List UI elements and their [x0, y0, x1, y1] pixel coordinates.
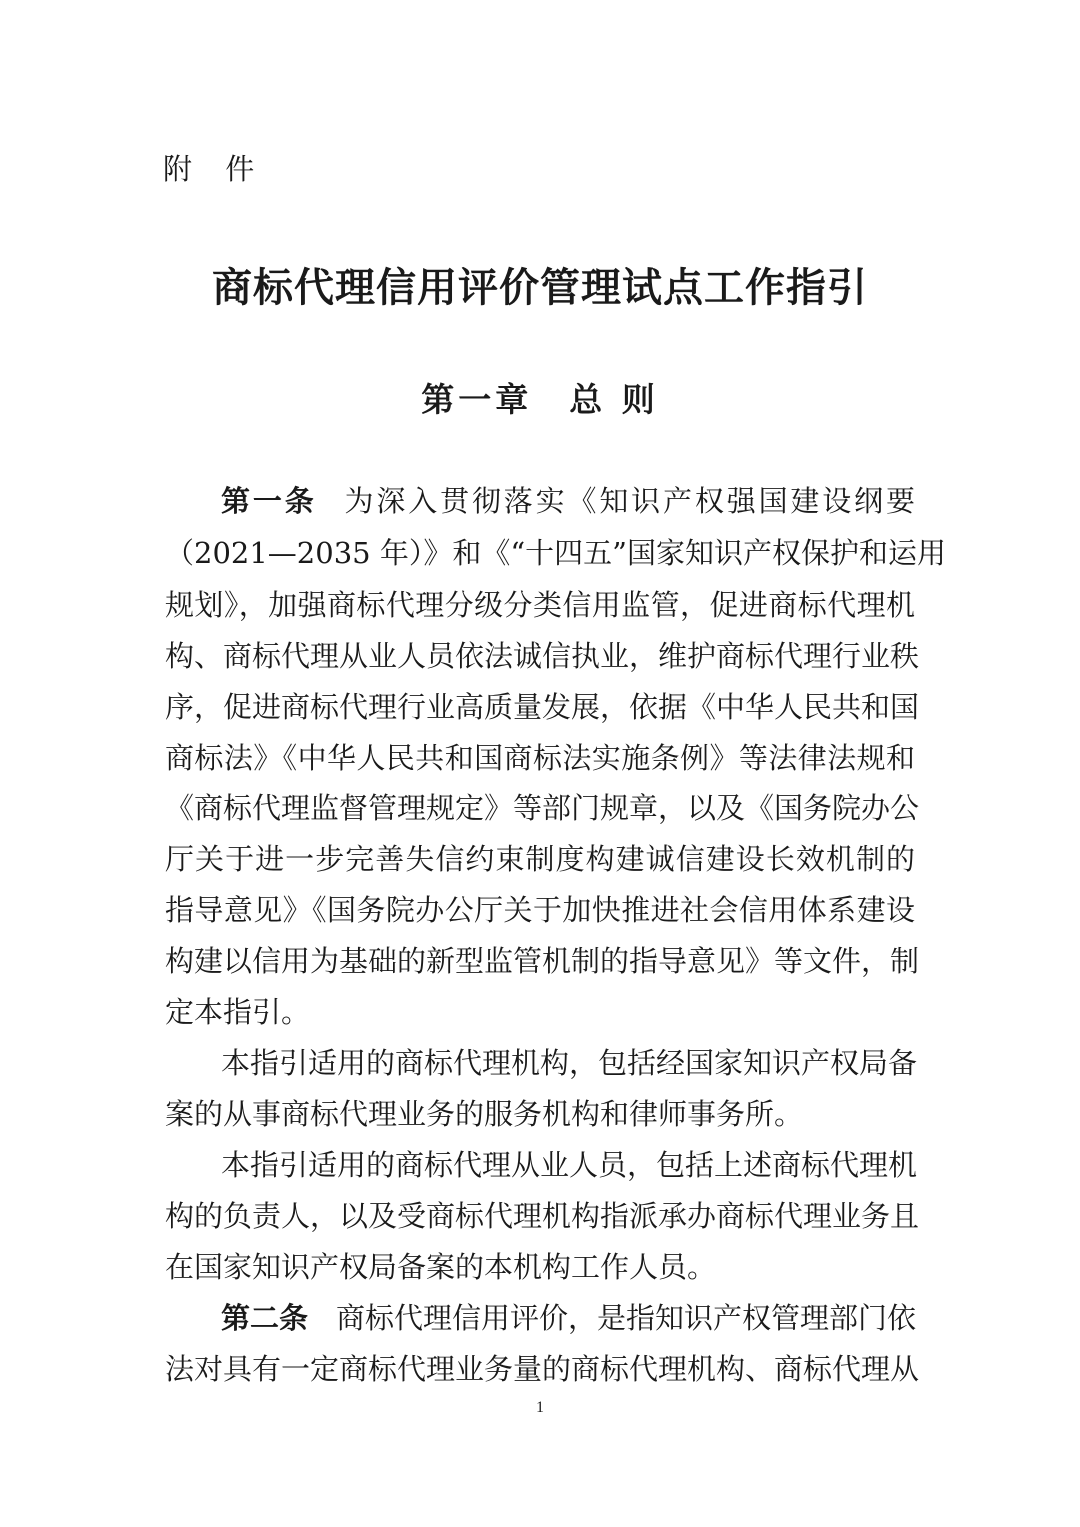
paragraph-line: 厅关于进一步完善失信约束制度构建诚信建设长效机制的 [165, 842, 915, 876]
paragraph-line: 构、商标代理从业人员依法诚信执业，维护商标代理行业秩 [165, 639, 920, 673]
paragraph-line: 案的从事商标代理业务的服务机构和律师事务所。 [165, 1097, 804, 1131]
paragraph-line: 法对具有一定商标代理业务量的商标代理机构、商标代理从 [165, 1352, 920, 1386]
chapter-title: 第一章 总 则 [421, 380, 659, 419]
article-heading: 第一条 [221, 484, 317, 518]
line-text: 为深入贯彻落实《知识产权强国建设纲要 [344, 484, 915, 518]
paragraph-line: 序，促进商标代理行业高质量发展，依据《中华人民共和国 [165, 690, 920, 724]
paragraph-line: 构的负责人，以及受商标代理机构指派承办商标代理业务且 [165, 1199, 920, 1233]
line-text: 商标代理信用评价，是指知识产权管理部门依 [336, 1301, 917, 1335]
paragraph-line: 规划》，加强商标代理分级分类信用监管，促进商标代理机 [165, 588, 915, 622]
paragraph-line: 《商标代理监督管理规定》等部门规章，以及《国务院办公 [165, 791, 920, 825]
paragraph-line: 本指引适用的商标代理从业人员，包括上述商标代理机 [221, 1148, 918, 1182]
page-number: 1 [536, 1399, 544, 1416]
paragraph-line: 指导意见》《国务院办公厅关于加快推进社会信用体系建设 [165, 893, 915, 927]
document-title: 商标代理信用评价管理试点工作指引 [212, 264, 868, 311]
paragraph-line: 构建以信用为基础的新型监管机制的指导意见》等文件，制 [165, 944, 920, 978]
paragraph-line: 在国家知识产权局备案的本机构工作人员。 [165, 1250, 717, 1284]
paragraph-line: 商标法》《中华人民共和国商标法实施条例》等法律法规和 [165, 741, 915, 775]
article-heading: 第二条 [221, 1301, 309, 1335]
paragraph-line: 定本指引。 [165, 995, 311, 1029]
paragraph-line: 本指引适用的商标代理机构，包括经国家知识产权局备 [221, 1046, 918, 1080]
attachment-label: 附 件 [163, 152, 267, 186]
paragraph-line [221, 476, 915, 527]
paragraph-line: （2021—2035 年）》和《“十四五”国家知识产权保护和运用 [165, 536, 946, 570]
paragraph-line [221, 1293, 915, 1344]
